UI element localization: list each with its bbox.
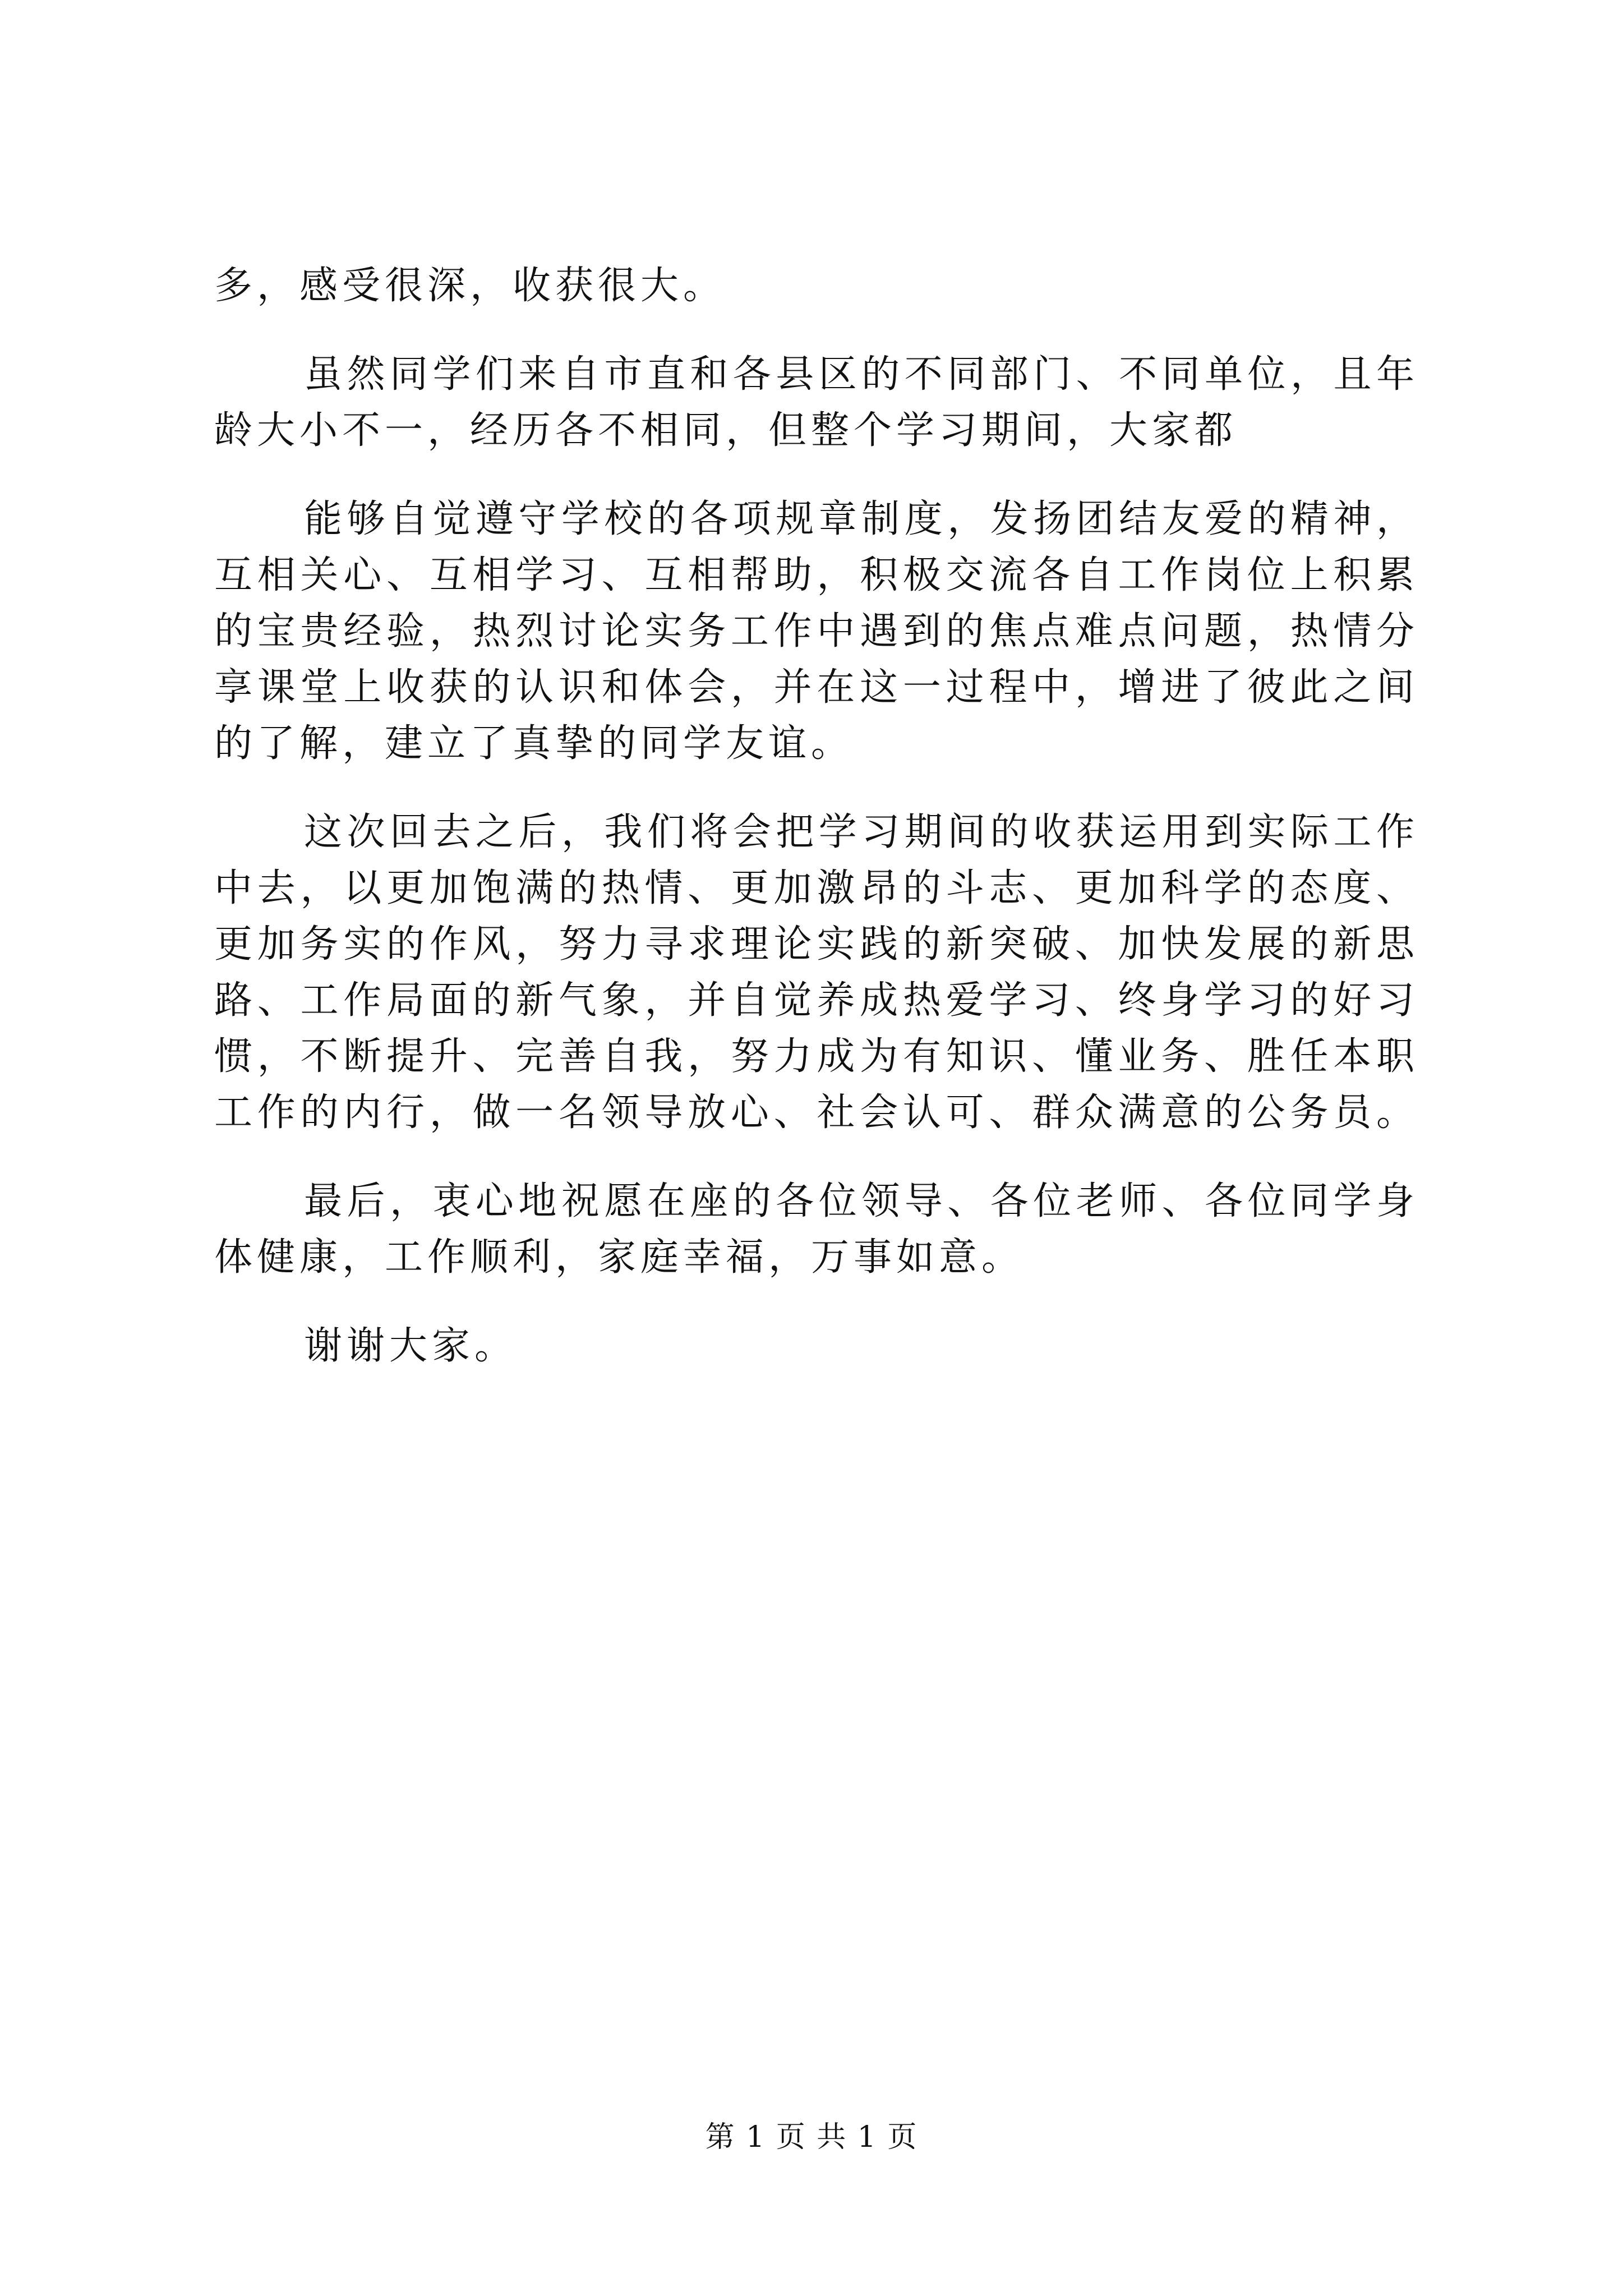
paragraph-line: 虽然同学们来自市直和各县区的不同部门、不同单位，且年 bbox=[304, 352, 1414, 397]
paragraph-line: 龄大小不一，经历各不相同，但整个学习期间，大家都 bbox=[214, 408, 1238, 453]
paragraph-line: 更加务实的作风，努力寻求理论实践的新突破、加快发展的新思 bbox=[214, 922, 1414, 967]
paragraph-line: 享课堂上收获的认识和体会，并在这一过程中，增进了彼此之间 bbox=[214, 665, 1414, 710]
paragraph-line: 能够自觉遵守学校的各项规章制度，发扬团结友爱的精神， bbox=[304, 497, 1414, 541]
paragraph-line: 工作的内行，做一名领导放心、社会认可、群众满意的公务员。 bbox=[214, 1091, 1414, 1135]
page-number-footer: 第 1 页 共 1 页 bbox=[705, 2120, 918, 2154]
paragraph-line: 多，感受很深，收获很大。 bbox=[214, 264, 726, 308]
paragraph-line: 体健康，工作顺利，家庭幸福，万事如意。 bbox=[214, 1235, 1025, 1280]
paragraph-line: 的宝贵经验，热烈讨论实务工作中遇到的焦点难点问题，热情分 bbox=[214, 609, 1414, 654]
paragraph-line: 路、工作局面的新气象，并自觉养成热爱学习、终身学习的好习 bbox=[214, 978, 1414, 1023]
paragraph-line: 最后，衷心地祝愿在座的各位领导、各位老师、各位同学身 bbox=[304, 1179, 1414, 1223]
paragraph-line: 谢谢大家。 bbox=[304, 1324, 518, 1368]
paragraph-line: 的了解，建立了真挚的同学友谊。 bbox=[214, 721, 854, 766]
paragraph-line: 中去，以更加饱满的热情、更加激昂的斗志、更加科学的态度、 bbox=[214, 866, 1414, 910]
paragraph-line: 惯，不断提升、完善自我，努力成为有知识、懂业务、胜任本职 bbox=[214, 1034, 1414, 1079]
paragraph-line: 这次回去之后，我们将会把学习期间的收获运用到实际工作 bbox=[304, 810, 1414, 854]
document-body bbox=[214, 258, 1414, 1374]
paragraph-line: 互相关心、互相学习、互相帮助，积极交流各自工作岗位上积累 bbox=[214, 553, 1414, 597]
